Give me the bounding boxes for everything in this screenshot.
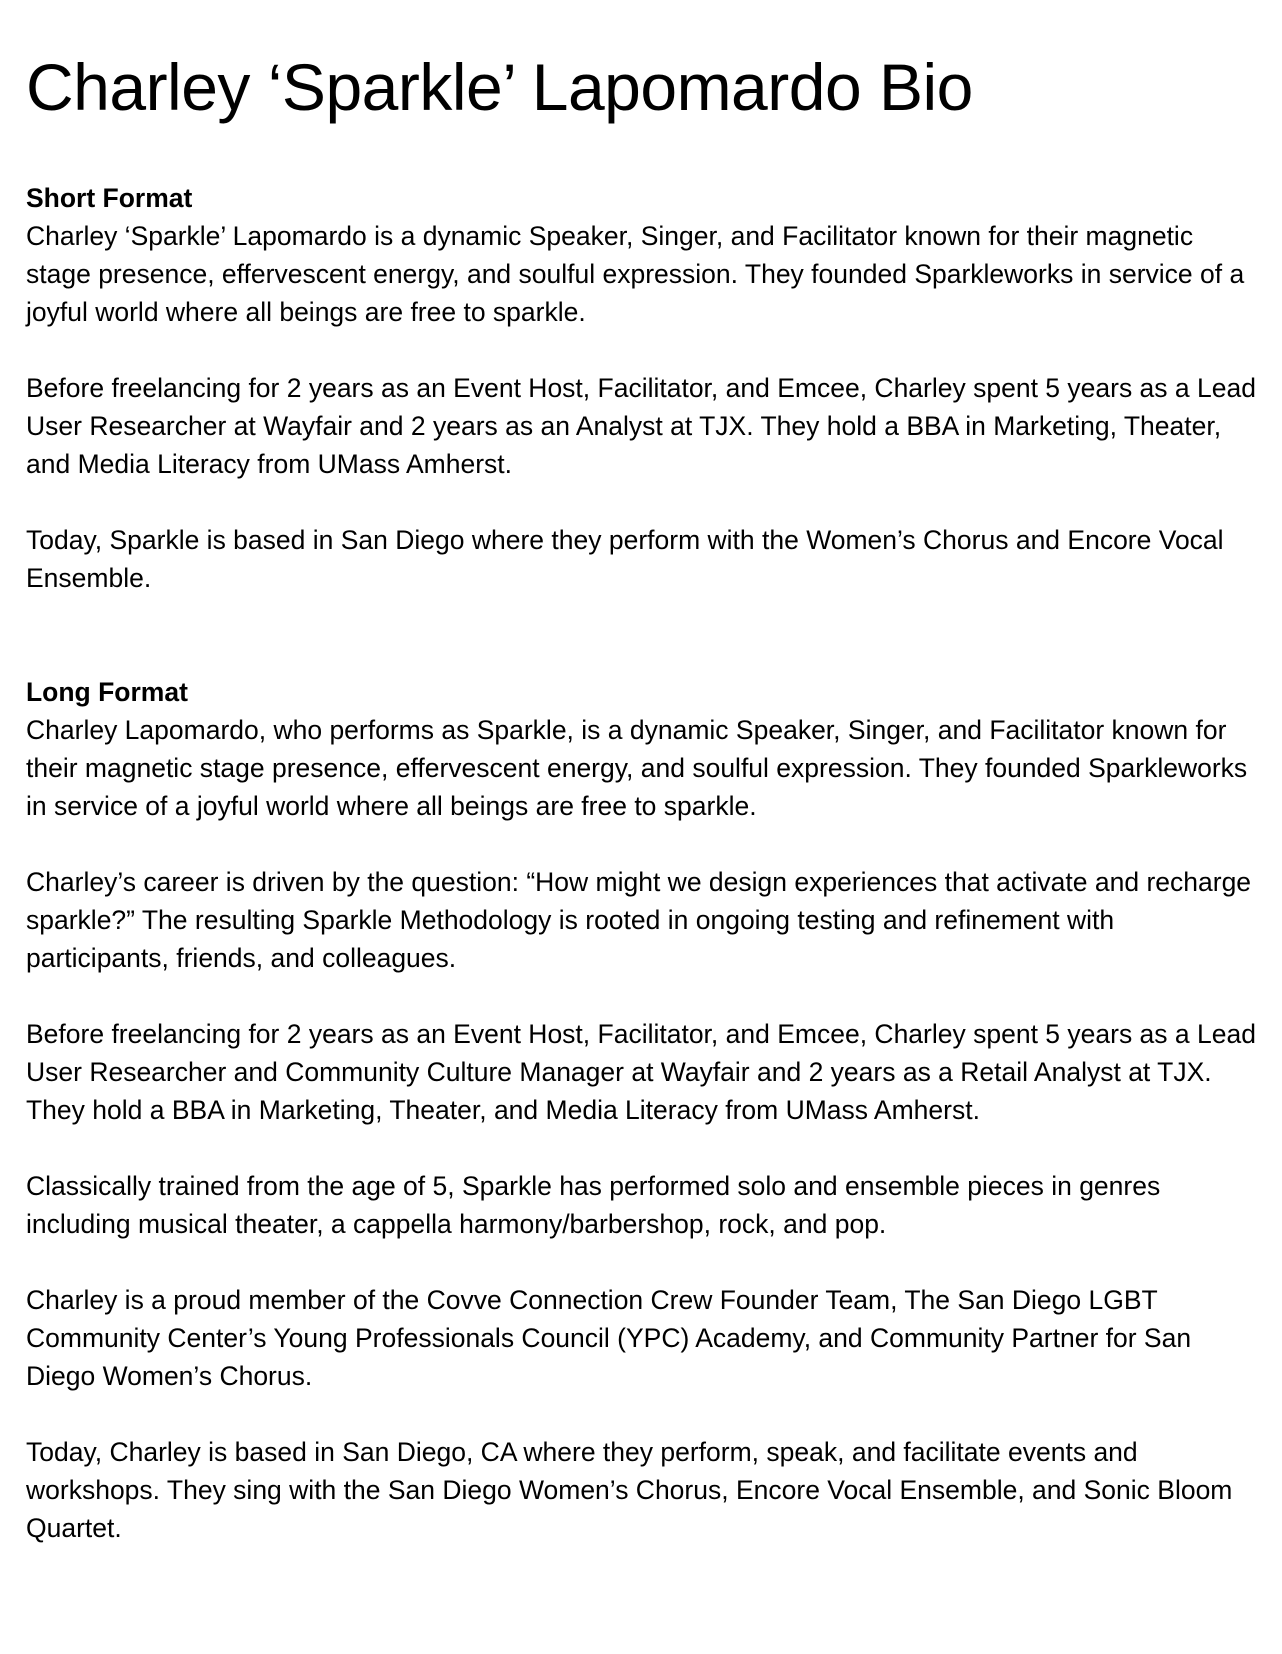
paragraph-spacer — [26, 825, 1256, 863]
paragraph-spacer — [26, 1129, 1256, 1167]
short-format-section — [26, 179, 1256, 597]
long-format-heading: Long Format — [26, 677, 188, 707]
short-format-paragraph: Today, Sparkle is based in San Diego where they perform with the Women’s Chorus and Encore Vocal Ensemble. — [26, 525, 1224, 593]
short-format-paragraph: Charley ‘Sparkle’ Lapomardo is a dynamic Speaker, Singer, and Facilitator known for their magnetic stage presence, effervescent energy, and soulful expression. They founded Sparkleworks in service of a joyful world where all beings are free to sparkle. — [26, 221, 1245, 327]
long-format-paragraph: Before freelancing for 2 years as an Event Host, Facilitator, and Emcee, Charley spent 5 years as a Lead User Researcher and Community Culture Manager at Wayfair and 2 years as a Retail Analyst at TJX. They hold a BBA in Marketing, Theater, and Media Literacy from UMass Amherst. — [26, 1019, 1256, 1125]
paragraph-spacer — [26, 483, 1256, 521]
paragraph-spacer — [26, 331, 1256, 369]
paragraph-spacer — [26, 1243, 1256, 1281]
long-format-section — [26, 673, 1256, 1547]
long-format-paragraph: Charley is a proud member of the Covve Connection Crew Founder Team, The San Diego LGBT Community Center’s Young Professionals Council (YPC) Academy, and Community Partner for San Diego Women’s Chorus. — [26, 1285, 1192, 1391]
long-format-paragraph: Today, Charley is based in San Diego, CA where they perform, speak, and facilitate events and workshops. They sing with the San Diego Women’s Chorus, Encore Vocal Ensemble, and Sonic Bloom Quartet. — [26, 1437, 1233, 1543]
paragraph-spacer — [26, 977, 1256, 1015]
long-format-paragraph: Charley Lapomardo, who performs as Sparkle, is a dynamic Speaker, Singer, and Facilitator known for their magnetic stage presence, effervescent energy, and soulful expression. They founded Sparkleworks in service of a joyful world where all beings are free to sparkle. — [26, 715, 1248, 821]
short-format-paragraph: Before freelancing for 2 years as an Event Host, Facilitator, and Emcee, Charley spent 5 years as a Lead User Researcher at Wayfair and 2 years as an Analyst at TJX. They hold a BBA in Marketing, Theater, and Media Literacy from UMass Amherst. — [26, 373, 1256, 479]
paragraph-spacer — [26, 1395, 1256, 1433]
short-format-heading: Short Format — [26, 183, 193, 213]
long-format-paragraph: Classically trained from the age of 5, Sparkle has performed solo and ensemble pieces in genres including musical theater, a cappella harmony/barbershop, rock, and pop. — [26, 1171, 1161, 1239]
long-format-paragraph: Charley’s career is driven by the question: “How might we design experiences that activate and recharge sparkle?” The resulting Sparkle Methodology is rooted in ongoing testing and refinement with participants, friends, and colleagues. — [26, 867, 1252, 973]
page-title: Charley ‘Sparkle’ Lapomardo Bio — [26, 50, 973, 124]
